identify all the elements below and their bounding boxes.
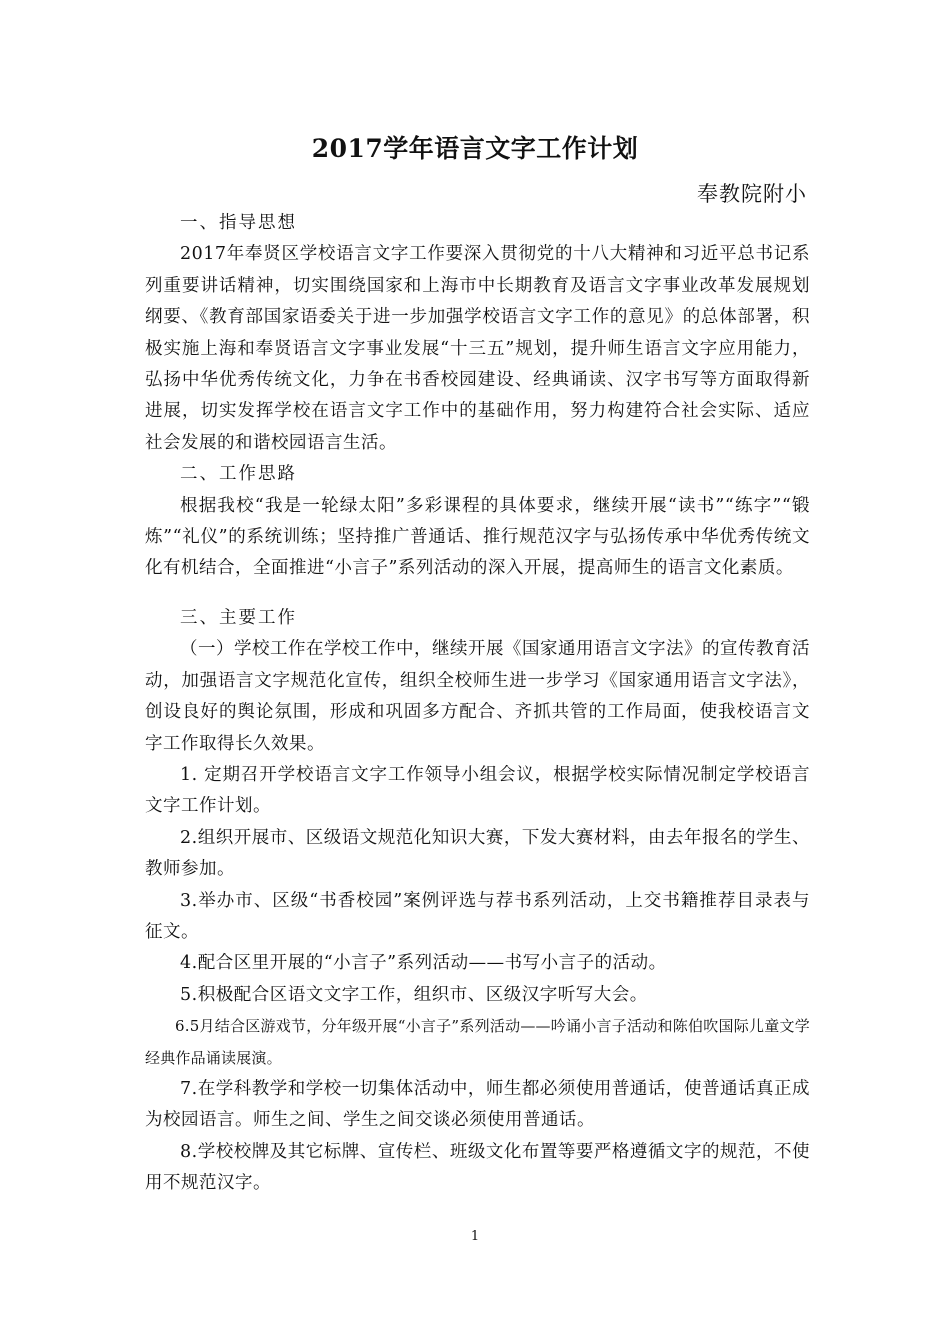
list-item-6: 6.5月结合区游戏节，分年级开展“小言子”系列活动——吟诵小言子活动和陈伯吹国际儿童文学经典作品诵读展演。	[145, 1017, 810, 1067]
list-item-3: 3.举办市、区级“书香校园”案例评选与荐书系列活动，上交书籍推荐目录表与征文。	[145, 890, 810, 942]
document-title: 2017学年语言文字工作计划	[311, 134, 639, 163]
list-item-8: 8.学校校牌及其它标牌、宣传栏、班级文化布置等要严格遵循文字的规范，不使用不规范汉字。	[145, 1141, 810, 1194]
section-heading-guiding-thought: 一、指导思想	[180, 213, 297, 233]
list-item-7: 7.在学科教学和学校一切集体活动中，师生都必须使用普通话，使普通话真正成为校园语言。师生之间、学生之间交谈必须使用普通话。	[145, 1078, 810, 1131]
paragraph-school-work: （一）学校工作在学校工作中，继续开展《国家通用语言文字法》的宣传教育活动，加强语言文字规范化宣传，组织全校师生进一步学习《国家通用语言文字法》，创设良好的舆论氛围，形成和巩固多方配合、齐抓共管的工作局面，使我校语言文字工作取得长久效果。	[145, 639, 810, 754]
page-number: 1	[470, 1229, 480, 1244]
section-heading-main-work: 三、主要工作	[180, 607, 297, 628]
list-item-4: 4.配合区里开展的“小言子”系列活动——书写小言子的活动。	[180, 953, 667, 974]
paragraph-work-approach: 根据我校“我是一轮绿太阳”多彩课程的具体要求，继续开展“读书”“练字”“锻炼”“礼仪”的系统训练；坚持推广普通话、推行规范汉字与弘扬传承中华优秀传统文化有机结合，全面推进“小言子”系列活动的深入开展，提高师生的语言文化素质。	[145, 495, 810, 579]
list-item-2: 2.组织开展市、区级语文规范化知识大赛，下发大赛材料，由去年报名的学生、教师参加。	[145, 827, 810, 880]
list-item-1: 1. 定期召开学校语言文字工作领导小组会议，根据学校实际情况制定学校语言文字工作计划。	[145, 764, 810, 817]
section-heading-work-approach: 二、工作思路	[180, 464, 297, 485]
paragraph-guiding-thought: 2017年奉贤区学校语言文字工作要深入贯彻党的十八大精神和习近平总书记系列重要讲话精神，切实围绕国家和上海市中长期教育及语言文字事业改革发展规划纲要、《教育部国家语委关于进一步加强学校语言文字工作的意见》的总体部署，积极实施上海和奉贤语言文字事业发展“十三五”规划，提升师生语言文字应用能力，弘扬中华优秀传统文化，力争在书香校园建设、经典诵读、汉字书写等方面取得新进展，切实发挥学校在语言文字工作中的基础作用，努力构建符合社会实际、适应社会发展的和谐校园语言生活。	[145, 244, 810, 453]
list-item-5: 5.积极配合区语文文字工作，组织市、区级汉字听写大会。	[180, 984, 648, 1005]
document-body	[145, 208, 810, 1200]
document-author: 奉教院附小	[697, 182, 807, 206]
